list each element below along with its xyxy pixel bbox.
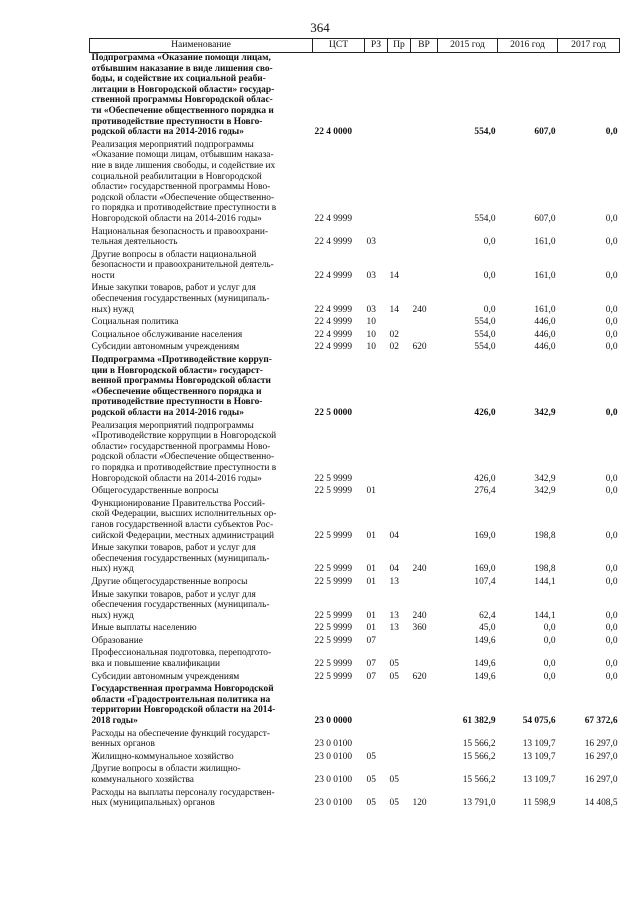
row-name-cell: Социальное обслуживание населения: [91, 329, 243, 340]
table-row: [90, 283, 620, 317]
row-name-cell: Подпрограмма «Оказание помощи лицам, отбывшим наказание в виде лишения сво- боды, и содействие их социальной реаби- литации в Новгородской области» государ- ственной программы Новгородской облас- ти «Обеспечение общественного порядка и противодействие преступности в Новго- родской области на 2014-2016 годы»: [91, 53, 275, 138]
row-2016-cell: 13 109,7: [522, 739, 556, 750]
row-rz-cell: 01: [366, 530, 376, 541]
row-vr-cell: [411, 684, 438, 728]
row-name-cell: Расходы на выплаты персоналу государствен- ных (муниципальных) органов: [91, 787, 275, 809]
row-pr-cell: [388, 486, 411, 499]
row-2015-cell: 0,0: [483, 237, 496, 248]
row-2017-cell: 0,0: [605, 317, 618, 328]
row-2017-cell: 16 297,0: [584, 739, 618, 750]
table-header-row: [90, 39, 620, 53]
row-vr-cell: [411, 729, 438, 752]
row-rz-cell: 07: [366, 635, 376, 646]
row-cst-cell: 22 4 9999: [314, 329, 352, 340]
row-2015-cell: 554,0: [474, 329, 496, 340]
row-pr-cell: [388, 729, 411, 752]
row-2017-cell: 0,0: [605, 213, 618, 224]
table-row: [90, 648, 620, 671]
row-pr-cell: 04: [389, 530, 399, 541]
row-2017-cell: 0,0: [605, 576, 618, 587]
row-vr-cell: [411, 250, 438, 284]
column-header-2016: 2016 год: [498, 39, 558, 53]
row-cst-cell: 22 5 9999: [314, 610, 352, 621]
row-2015-cell: 276,4: [474, 486, 496, 497]
column-header-name: Наименование: [90, 39, 313, 53]
row-vr-cell: [411, 577, 438, 590]
row-rz-cell: 05: [366, 798, 376, 809]
row-name-cell: Образование: [91, 635, 143, 646]
row-pr-cell: [388, 421, 411, 487]
row-2015-cell: 149,6: [474, 659, 496, 670]
row-2016-cell: 0,0: [543, 659, 556, 670]
row-2017-cell: 0,0: [605, 623, 618, 634]
column-header-2017: 2017 год: [558, 39, 620, 53]
row-vr-cell: [411, 140, 438, 227]
row-2015-cell: 45,0: [479, 623, 496, 634]
row-vr-cell: 120: [412, 798, 427, 809]
row-2017-cell: 0,0: [605, 671, 618, 682]
row-name-cell: Расходы на обеспечение функций государст- венных органов: [91, 728, 271, 750]
row-2015-cell: 0,0: [483, 270, 496, 281]
row-2015-cell: 554,0: [474, 213, 496, 224]
table-body: [90, 53, 620, 811]
row-name-cell: Общегосударственные вопросы: [91, 486, 219, 497]
row-2015-cell: 15 566,2: [462, 775, 496, 785]
row-cst-cell: 22 5 9999: [314, 659, 352, 670]
row-name-cell: Иные закупки товаров, работ и услуг для обеспечения государственных (муниципаль- ных) нужд: [91, 589, 270, 621]
row-2015-cell: 62,4: [479, 610, 496, 621]
row-cst-cell: 22 5 9999: [314, 530, 352, 541]
table-row: [90, 53, 620, 140]
row-pr-cell: [388, 53, 411, 140]
row-2016-cell: 161,0: [534, 237, 556, 248]
row-2016-cell: 13 109,7: [522, 751, 556, 762]
row-name-cell: Иные выплаты населению: [91, 623, 197, 634]
row-2015-cell: 15 566,2: [462, 751, 496, 762]
row-vr-cell: 360: [412, 623, 427, 634]
row-cst-cell: 22 5 9999: [314, 623, 352, 634]
row-vr-cell: [411, 764, 438, 787]
row-2016-cell: 198,8: [534, 530, 556, 541]
table-row: [90, 752, 620, 765]
row-2015-cell: 107,4: [474, 576, 496, 587]
row-2017-cell: 0,0: [605, 304, 618, 315]
row-pr-cell: 02: [389, 329, 399, 340]
row-vr-cell: 620: [412, 671, 427, 682]
row-rz-cell: 03: [366, 237, 376, 248]
row-cst-cell: 22 5 0000: [314, 408, 352, 418]
row-vr-cell: 240: [412, 564, 427, 575]
row-cst-cell: 22 5 9999: [314, 486, 352, 497]
row-vr-cell: [411, 53, 438, 140]
row-cst-cell: 23 0 0100: [314, 798, 352, 809]
table-row: [90, 140, 620, 227]
row-cst-cell: 22 4 9999: [314, 237, 352, 248]
row-2016-cell: 161,0: [534, 270, 556, 281]
row-pr-cell: 14: [389, 270, 399, 281]
row-name-cell: Профессиональная подготовка, переподгото- вка и повышение квалификации: [91, 648, 272, 670]
table-row: [90, 672, 620, 685]
row-pr-cell: [388, 317, 411, 330]
row-cst-cell: 22 5 9999: [314, 635, 352, 646]
row-name-cell: Иные закупки товаров, работ и услуг для обеспечения государственных (муниципаль- ных) нужд: [91, 543, 270, 575]
row-2017-cell: 67 372,6: [584, 716, 618, 727]
table-row: [90, 317, 620, 330]
row-pr-cell: [388, 636, 411, 649]
row-rz-cell: 03: [366, 304, 376, 315]
row-2015-cell: 554,0: [474, 317, 496, 328]
row-rz-cell: [365, 53, 388, 140]
row-vr-cell: [411, 648, 438, 671]
row-2016-cell: 446,0: [534, 342, 556, 353]
row-vr-cell: [411, 421, 438, 487]
row-vr-cell: [411, 317, 438, 330]
row-2016-cell: 11 598,9: [523, 798, 556, 809]
row-pr-cell: 13: [389, 576, 399, 587]
row-name-cell: Государственная программа Новгородской области «Градостроительная политика на территории Новгородской области на 2014- 2018 годы»: [91, 684, 276, 727]
row-vr-cell: [411, 636, 438, 649]
row-2017-cell: 0,0: [605, 530, 618, 541]
row-2015-cell: 0,0: [483, 304, 496, 315]
table-row: [90, 623, 620, 636]
column-header-vr: ВР: [411, 39, 438, 53]
row-pr-cell: 05: [389, 798, 399, 809]
row-2016-cell: 607,0: [534, 213, 556, 224]
row-rz-cell: [365, 684, 388, 728]
row-cst-cell: 22 5 9999: [314, 473, 352, 484]
row-2015-cell: 149,6: [474, 671, 496, 682]
row-2016-cell: 446,0: [534, 317, 556, 328]
table-row: [90, 543, 620, 577]
column-header-pr: Пр: [388, 39, 411, 53]
row-2017-cell: 0,0: [605, 564, 618, 575]
row-2016-cell: 342,9: [534, 408, 556, 418]
row-2015-cell: 169,0: [474, 564, 496, 575]
row-rz-cell: [365, 729, 388, 752]
column-header-2015: 2015 год: [438, 39, 498, 53]
table-row: [90, 684, 620, 728]
row-vr-cell: [411, 355, 438, 421]
row-name-cell: Подпрограмма «Противодействие корруп- ции в Новгородской области» государст- венной программы Новгородской области «Обеспечение общественного порядка и противодействие преступности в Новго- родской области на 2014-2016 годы»: [91, 355, 272, 418]
row-rz-cell: 05: [366, 751, 376, 762]
row-vr-cell: [411, 752, 438, 765]
row-rz-cell: 10: [366, 317, 376, 328]
row-2017-cell: 0,0: [605, 659, 618, 670]
row-rz-cell: 03: [366, 270, 376, 281]
row-2017-cell: 0,0: [605, 237, 618, 248]
row-rz-cell: 01: [366, 623, 376, 634]
row-name-cell: Другие вопросы в области национальной безопасности и правоохранительной деятель- ности: [91, 249, 274, 281]
row-vr-cell: 620: [412, 342, 427, 353]
table-row: [90, 250, 620, 284]
row-2016-cell: 342,9: [534, 486, 556, 497]
row-cst-cell: 23 0 0100: [314, 775, 352, 785]
row-cst-cell: 22 4 9999: [314, 342, 352, 353]
row-cst-cell: 22 5 9999: [314, 576, 352, 587]
row-pr-cell: 02: [389, 342, 399, 353]
row-2016-cell: 144,1: [534, 576, 556, 587]
row-pr-cell: 13: [389, 623, 399, 634]
row-2015-cell: 426,0: [474, 473, 496, 484]
row-rz-cell: [365, 355, 388, 421]
row-pr-cell: [388, 140, 411, 227]
row-2017-cell: 0,0: [605, 342, 618, 353]
row-pr-cell: 13: [389, 610, 399, 621]
row-2016-cell: 198,8: [534, 564, 556, 575]
row-2017-cell: 0,0: [605, 486, 618, 497]
row-2016-cell: 144,1: [534, 610, 556, 621]
row-pr-cell: [388, 684, 411, 728]
row-pr-cell: 05: [389, 671, 399, 682]
table-row: [90, 577, 620, 590]
row-rz-cell: 01: [366, 576, 376, 587]
row-name-cell: Социальная политика: [91, 317, 179, 328]
row-2015-cell: 554,0: [474, 127, 496, 138]
column-header-rz: РЗ: [365, 39, 388, 53]
table-row: [90, 590, 620, 624]
row-2015-cell: 13 791,0: [462, 798, 496, 809]
row-name-cell: Жилищно-коммунальное хозяйство: [91, 751, 234, 762]
row-rz-cell: [365, 140, 388, 227]
row-cst-cell: 23 0 0000: [314, 716, 352, 727]
row-2015-cell: 15 566,2: [462, 739, 496, 750]
table-row: [90, 227, 620, 250]
row-2017-cell: 0,0: [605, 329, 618, 340]
row-2015-cell: 61 382,9: [462, 716, 496, 727]
row-name-cell: Субсидии автономным учреждениям: [91, 342, 240, 353]
row-2016-cell: 342,9: [534, 473, 556, 484]
row-rz-cell: 07: [366, 671, 376, 682]
row-cst-cell: 22 5 9999: [314, 671, 352, 682]
row-cst-cell: 22 5 9999: [314, 564, 352, 575]
row-cst-cell: 22 4 9999: [314, 304, 352, 315]
page-number: 364: [310, 20, 330, 35]
row-2017-cell: 16 297,0: [584, 751, 618, 762]
table-row: [90, 421, 620, 487]
row-2017-cell: 14 408,5: [584, 798, 618, 809]
table-row: [90, 729, 620, 752]
row-name-cell: Субсидии автономным учреждениям: [91, 671, 240, 682]
row-rz-cell: 10: [366, 342, 376, 353]
row-rz-cell: 10: [366, 329, 376, 340]
row-2016-cell: 161,0: [534, 304, 556, 315]
row-cst-cell: 22 4 9999: [314, 213, 352, 224]
budget-table: [89, 38, 620, 811]
row-cst-cell: 22 4 0000: [314, 127, 352, 138]
row-2017-cell: 0,0: [605, 635, 618, 646]
row-pr-cell: 14: [389, 304, 399, 315]
row-cst-cell: 22 4 9999: [314, 317, 352, 328]
row-2017-cell: 0,0: [605, 473, 618, 484]
row-2015-cell: 426,0: [474, 408, 496, 418]
row-vr-cell: 240: [412, 610, 427, 621]
column-header-cst: ЦСТ: [313, 39, 365, 53]
row-vr-cell: [411, 499, 438, 543]
table-row: [90, 342, 620, 355]
table-row: [90, 486, 620, 499]
row-rz-cell: 01: [366, 610, 376, 621]
row-name-cell: Иные закупки товаров, работ и услуг для обеспечения государственных (муниципаль- ных) нужд: [91, 283, 270, 315]
row-2016-cell: 13 109,7: [522, 775, 556, 785]
row-rz-cell: 05: [366, 775, 376, 785]
row-vr-cell: [411, 330, 438, 343]
row-2017-cell: 0,0: [605, 127, 618, 138]
table-row: [90, 764, 620, 787]
row-pr-cell: [388, 752, 411, 765]
row-pr-cell: 04: [389, 564, 399, 575]
row-pr-cell: [388, 355, 411, 421]
row-2017-cell: 16 297,0: [584, 775, 618, 785]
row-2016-cell: 446,0: [534, 329, 556, 340]
row-cst-cell: 22 4 9999: [314, 270, 352, 281]
row-2017-cell: 0,0: [605, 610, 618, 621]
row-2016-cell: 0,0: [543, 671, 556, 682]
row-name-cell: Реализация мероприятий подпрограммы «Противодействие коррупции в Новгородской области» государственной программы Ново- родской области «Обеспечение общественно- го порядка и противодействие преступности в Новгородской области на 2014-2016 годы»: [91, 420, 277, 484]
row-rz-cell: [365, 421, 388, 487]
table-row: [90, 330, 620, 343]
table-row: [90, 636, 620, 649]
row-pr-cell: 05: [389, 775, 399, 785]
row-cst-cell: 23 0 0100: [314, 751, 352, 762]
row-pr-cell: 05: [389, 659, 399, 670]
row-vr-cell: [411, 486, 438, 499]
row-vr-cell: 240: [412, 304, 427, 315]
row-name-cell: Другие вопросы в области жилищно- коммунального хозяйства: [91, 764, 241, 785]
row-2015-cell: 169,0: [474, 530, 496, 541]
row-pr-cell: [388, 227, 411, 250]
row-2017-cell: 0,0: [605, 408, 618, 418]
row-2016-cell: 54 075,6: [522, 716, 556, 727]
row-name-cell: Национальная безопасность и правоохрани- тельная деятельность: [91, 226, 269, 248]
row-2016-cell: 607,0: [534, 127, 556, 138]
row-rz-cell: 07: [366, 659, 376, 670]
row-2017-cell: 0,0: [605, 270, 618, 281]
table-row: [90, 499, 620, 543]
row-name-cell: Другие общегосударственные вопросы: [91, 576, 248, 587]
row-name-cell: Функционирование Правительства Россий- ской Федерации, высших исполнительных ор- ганов государственной власти субъектов Рос- сийской Федерации, местных администраций: [91, 498, 277, 541]
row-name-cell: Реализация мероприятий подпрограммы «Оказание помощи лицам, отбывшим наказа- ние в виде лишения свободы, и содействие их социальной реабилитации в Новгородской области» государственной программы Ново- родской области «Обеспечение общественно- го порядка и противодействие преступности в Новгородской области на 2014-2016 годы»: [91, 139, 277, 224]
row-2016-cell: 0,0: [543, 635, 556, 646]
table-row: [90, 788, 620, 811]
row-vr-cell: [411, 227, 438, 250]
row-rz-cell: 01: [366, 486, 376, 497]
row-cst-cell: 23 0 0100: [314, 739, 352, 750]
row-2015-cell: 554,0: [474, 342, 496, 353]
table-row: [90, 355, 620, 421]
row-2016-cell: 0,0: [543, 623, 556, 634]
row-2015-cell: 149,6: [474, 635, 496, 646]
row-rz-cell: 01: [366, 564, 376, 575]
